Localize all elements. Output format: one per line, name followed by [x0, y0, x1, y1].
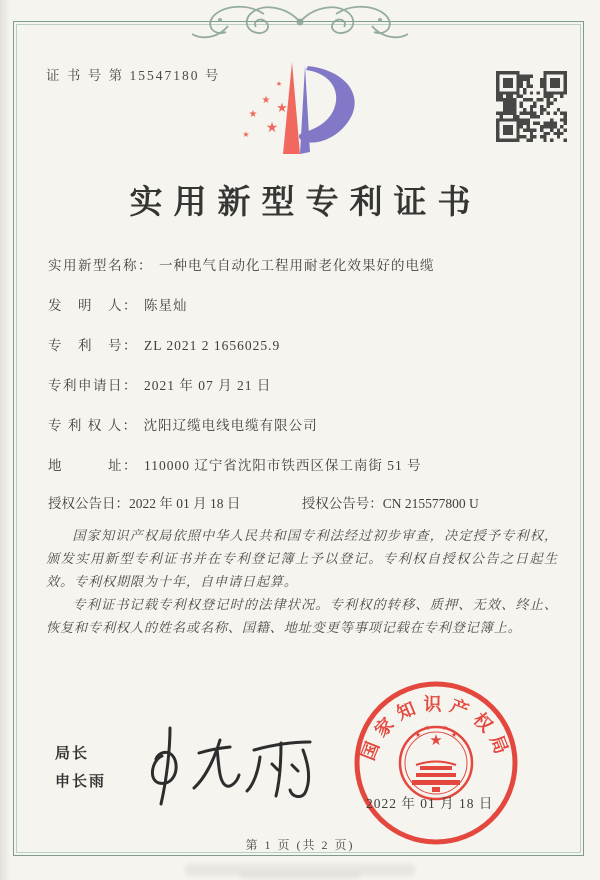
field-row-patent-number	[48, 334, 280, 354]
page-footer: 第 1 页 (共 2 页)	[245, 838, 355, 852]
field-label: 专 利 权 人：	[48, 418, 138, 433]
top-flourish-ornament-icon	[168, 0, 432, 44]
star-icon: ★	[248, 109, 258, 120]
field-row-address	[48, 454, 422, 474]
star-icon: ★	[261, 95, 271, 106]
field-label: 发 明 人：	[48, 298, 138, 313]
field-label: 地 址：	[48, 458, 138, 473]
field-value: 2021 年 07 月 21 日	[144, 378, 272, 393]
certificate-title: 实用新型专利证书	[129, 185, 482, 221]
director-signature-icon	[132, 720, 337, 812]
seal-date: 2022 年 01 月 18 日	[366, 796, 494, 811]
photo-edge-shadow	[0, 0, 10, 880]
national-emblem-icon	[400, 724, 472, 799]
grant-number-label: 授权公告号：	[301, 496, 383, 511]
field-row-grant	[48, 492, 479, 512]
star-icon: ★	[275, 80, 283, 88]
star-icon: ★	[242, 130, 250, 139]
svg-text:★: ★	[423, 724, 431, 732]
official-seal-icon	[350, 677, 522, 849]
legal-paragraph-2: 专利证书记载专利权登记时的法律状况。专利权的转移、质押、无效、终止、恢复和专利权人的姓名或名称、国籍、地址变更等事项记载在专利登记簿上。	[46, 597, 558, 635]
field-value: 110000 辽宁省沈阳市铁西区保工南街 51 号	[144, 458, 422, 473]
logo-stars	[242, 80, 287, 139]
director-title: 局长	[55, 745, 90, 762]
field-row-name	[48, 254, 435, 274]
seal-text: 国家知识产权局	[357, 694, 515, 764]
grant-number-value: CN 215577800 U	[382, 496, 479, 511]
grant-date-label: 授权公告日：	[48, 496, 129, 511]
field-value: 沈阳辽缆电线电缆有限公司	[143, 418, 318, 433]
field-label: 专利申请日：	[48, 378, 138, 393]
svg-text:★: ★	[429, 731, 443, 749]
next-page-bleed	[240, 872, 360, 880]
star-icon: ★	[265, 120, 279, 136]
svg-text:★: ★	[414, 731, 422, 739]
qr-code	[496, 71, 567, 142]
field-label: 实用新型名称：	[48, 258, 153, 273]
field-row-inventor	[48, 294, 188, 314]
field-row-filing-date	[48, 374, 271, 394]
cnipa-logo-icon	[226, 54, 378, 166]
certificate-number: 证 书 号 第 15547180 号	[46, 68, 221, 83]
field-value: ZL 2021 2 1656025.9	[144, 338, 281, 353]
field-value: 一种电气自动化工程用耐老化效果好的电缆	[159, 258, 435, 273]
legal-paragraph-1: 国家知识产权局依照中华人民共和国专利法经过初步审查，决定授予专利权，颁发实用新型专利证书并在专利登记簿上予以登记。专利权自授权公告之日起生效。专利权期限为十年，自申请日起算。	[46, 528, 558, 589]
svg-text:★: ★	[450, 731, 458, 739]
director-name: 申长雨	[55, 773, 107, 790]
field-value: 陈星灿	[144, 298, 188, 313]
legal-body-text	[46, 524, 558, 639]
grant-date-value: 2022 年 01 月 18 日	[129, 496, 241, 511]
star-icon: ★	[276, 101, 288, 116]
signer-block	[55, 740, 106, 796]
field-row-patentee	[48, 414, 318, 434]
svg-text:★: ★	[441, 724, 449, 732]
field-label: 专 利 号：	[48, 338, 138, 353]
